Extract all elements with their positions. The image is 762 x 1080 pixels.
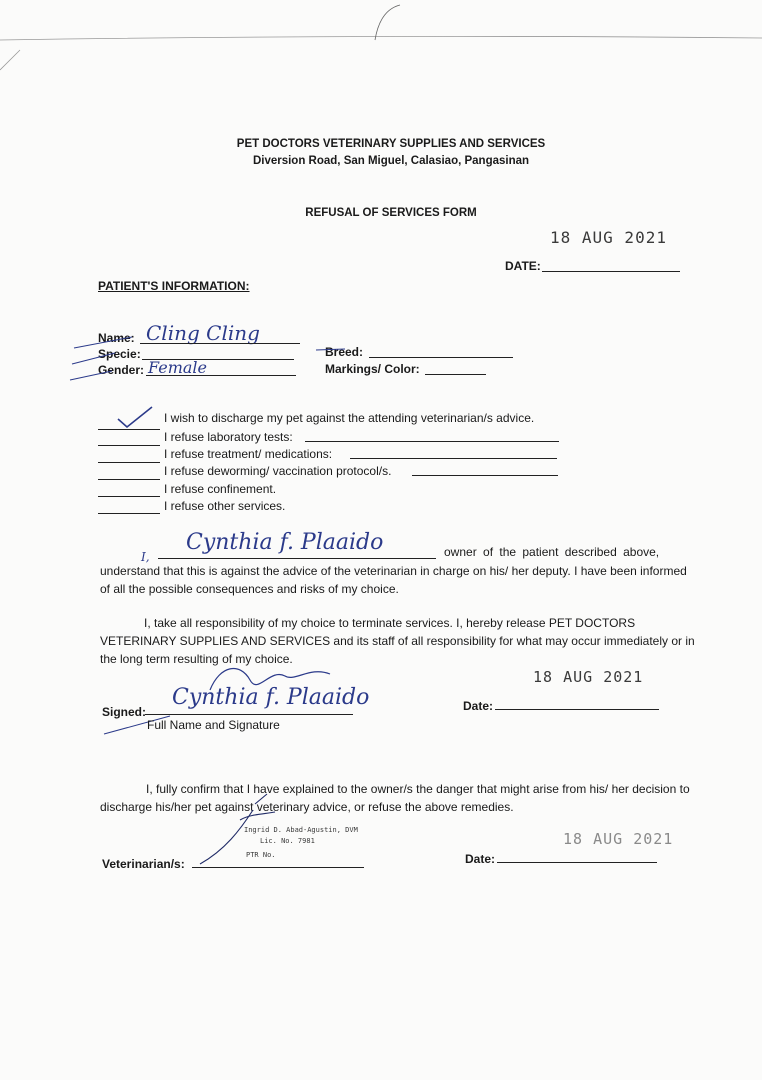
owner-date-stamp: 18 AUG 2021: [533, 668, 644, 686]
declaration-prefix: I,: [141, 550, 150, 564]
option-detail-line: [305, 441, 559, 442]
owner-date-label: Date:: [463, 699, 494, 713]
patient-section-title: PATIENT'S INFORMATION:: [98, 279, 250, 293]
header-date-stamp: 18 AUG 2021: [550, 228, 667, 247]
markings-label: Markings/ Color:: [325, 362, 420, 376]
declaration-suffix: owner of the patient described above,: [444, 545, 660, 559]
option-label: I refuse treatment/ medications:: [164, 447, 333, 461]
vet-stamp-name: Ingrid D. Abad-Agustin, DVM: [244, 826, 358, 834]
declaration-text: understand that this is against the advice of the veterinarian in charge on his/ her deputy. I have been informed of all the possible consequences and risks of my choice.: [100, 564, 687, 596]
checkmark-icon: [116, 405, 156, 431]
vet-stamp-ptr: PTR No.: [246, 851, 276, 859]
owner-signature: Cynthia f. Plaaido: [172, 685, 370, 710]
option-checkbox-line[interactable]: [98, 445, 160, 446]
option-checkbox-line[interactable]: [98, 462, 160, 463]
gender-value: Female: [148, 358, 207, 377]
breed-label: Breed:: [325, 345, 364, 359]
name-value: Cling Cling: [146, 321, 260, 345]
vet-date-line: [497, 862, 657, 863]
vet-date-stamp: 18 AUG 2021: [563, 830, 674, 848]
option-label: I refuse laboratory tests:: [164, 430, 293, 444]
form-title: REFUSAL OF SERVICES FORM: [305, 207, 477, 219]
margin-ink-strokes: [0, 0, 762, 400]
option-label: I wish to discharge my pet against the attending veterinarian/s advice.: [164, 411, 535, 425]
option-label: I refuse other services.: [164, 499, 286, 513]
vet-confirmation-text: I, fully confirm that I have explained to the owner/s the danger that might arise from his/ her decision to discharge his/her pet against veterinary advice, or refuse the above remedies.: [100, 782, 690, 814]
name-label: Name:: [98, 331, 135, 345]
option-checkbox-line[interactable]: [98, 513, 160, 514]
option-detail-line: [412, 475, 558, 476]
option-detail-line: [350, 458, 557, 459]
owner-name-line: [158, 558, 436, 559]
gender-label: Gender:: [98, 363, 145, 377]
clinic-name: PET DOCTORS VETERINARY SUPPLIES AND SERVICES: [236, 138, 546, 150]
option-label: I refuse deworming/ vaccination protocol/s.: [164, 464, 392, 478]
date-label: DATE:: [505, 259, 541, 273]
vet-date-label: Date:: [465, 852, 496, 866]
option-checkbox-line[interactable]: [98, 496, 160, 497]
specie-label: Specie:: [98, 347, 141, 361]
option-label: I refuse confinement.: [164, 482, 277, 496]
vet-stamp-license: Lic. No. 7981: [260, 837, 315, 845]
option-checkbox-line[interactable]: [98, 479, 160, 480]
owner-date-line: [495, 709, 659, 710]
signed-label: Signed:: [102, 705, 146, 719]
owner-name-handwritten: Cynthia f. Plaaido: [186, 530, 384, 555]
clinic-address: Diversion Road, San Miguel, Calasiao, Pangasinan: [252, 155, 530, 167]
vet-label: Veterinarian/s:: [102, 857, 185, 871]
responsibility-text: I, take all responsibility of my choice to terminate services. I, hereby release PET DOCTORS VETERINARY SUPPLIES AND SERVICES and its staff of all responsibility for what may occur immediately or in the long term resulting of my choice.: [100, 616, 695, 666]
vet-signature-scribble: [195, 790, 305, 870]
signature-flourish: [200, 660, 340, 700]
full-name-signature-label: Full Name and Signature: [147, 718, 280, 732]
